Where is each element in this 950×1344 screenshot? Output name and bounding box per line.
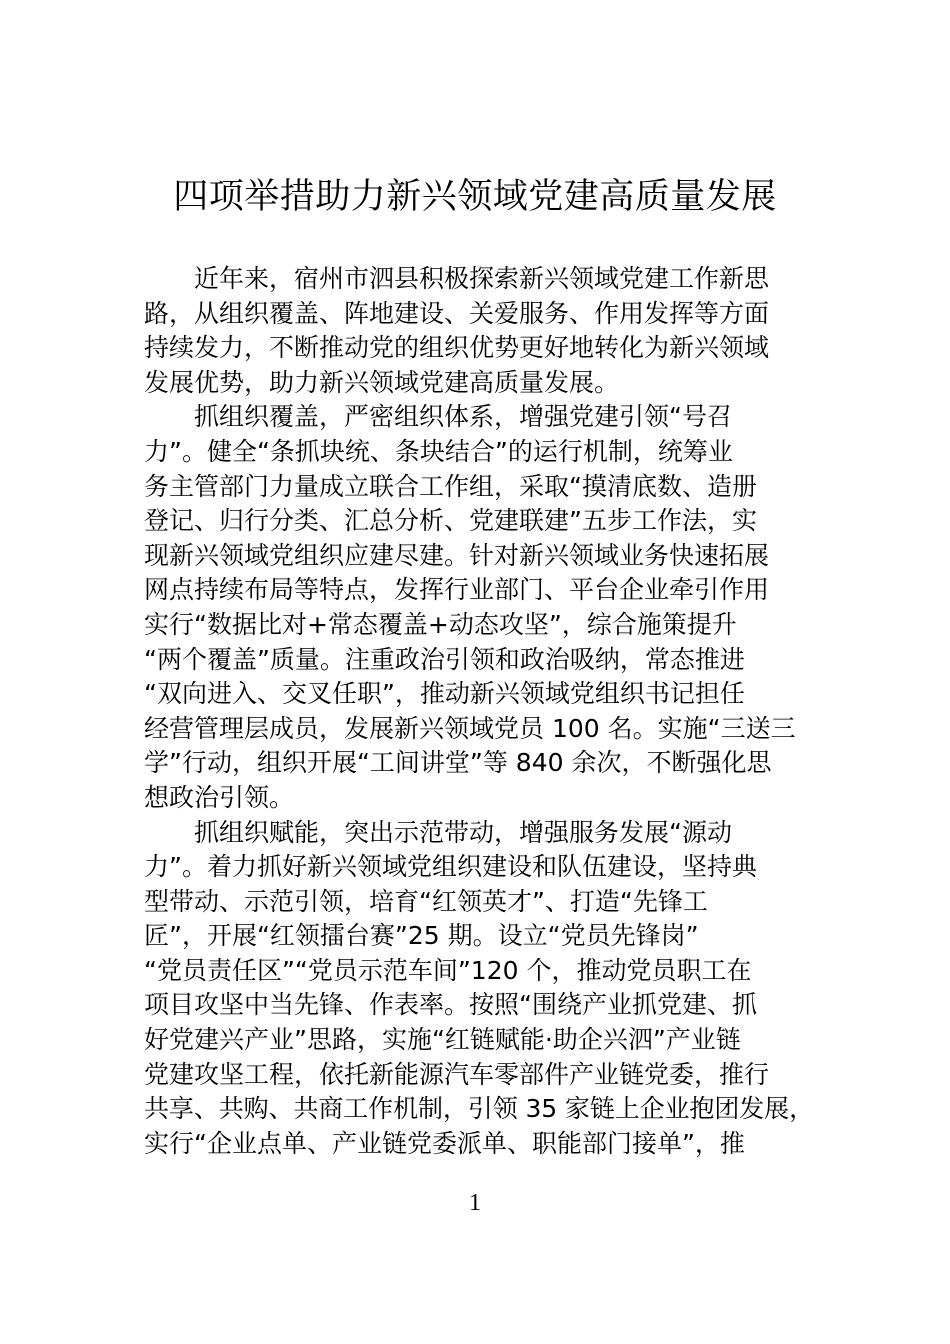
page-number: 1 [469,1190,481,1216]
text-line: 近年来，宿州市泗县积极探索新兴领域党建工作新思 [194,264,770,293]
paragraph-intro [144,262,814,400]
text-line: 共享、共购、共商工作机制，引领 35 家链上企业抱团发展， [144,1094,814,1124]
text-line: “两个覆盖”质量。注重政治引领和政治吸纳，常态推进 [144,644,745,674]
text-line: 项目攻坚中当先锋、作表率。按照“围绕产业抓党建、抓 [144,990,757,1020]
paragraph-organization-empowerment [144,816,814,1162]
text-line: 抓组织赋能，突出示范带动，增强服务发展“源动 [194,817,732,847]
document-title: 四项举措助力新兴领域党建高质量发展 [173,177,777,217]
text-line: 网点持续布局等特点，发挥行业部门、平台企业牵引作用 [144,575,770,605]
text-line: 登记、归行分类、汇总分析、党建联建”五步工作法，实 [144,506,757,536]
text-line: 学”行动，组织开展“工间讲堂”等 840 余次，不断强化思 [144,748,772,778]
text-line: 持续发力，不断推动党的组织优势更好地转化为新兴领域 [144,333,770,363]
text-line: 现新兴领域党组织应建尽建。针对新兴领域业务快速拓展 [144,540,770,570]
text-line: 好党建兴产业”思路，实施“红链赋能·助企兴泗”产业链 [144,1025,741,1055]
text-line: 务主管部门力量成立联合工作组，采取“摸清底数、造册 [144,471,757,501]
text-line: 路，从组织覆盖、阵地建设、关爱服务、作用发挥等方面 [144,298,770,328]
text-line: 实行“数据比对+常态覆盖+动态攻坚”，综合施策提升 [144,609,737,639]
text-line: 想政治引领。 [144,782,295,812]
text-line: 经营管理层成员，发展新兴领域党员 100 名。实施“三送三 [144,713,796,743]
text-line: 匠”，开展“红领擂台赛”25 期。设立“党员先锋岗” [144,921,699,951]
document-body [144,262,814,1161]
text-line: 抓组织覆盖，严密组织体系，增强党建引领“号召 [194,402,732,432]
text-line: “双向进入、交叉任职”，推动新兴领域党组织书记担任 [144,679,745,709]
paragraph-organization-coverage [144,400,814,815]
text-line: 实行“企业点单、产业链党委派单、职能部门接单”，推 [144,1128,745,1158]
text-line: 力”。健全“条抓块统、条块结合”的运行机制，统筹业 [144,436,733,466]
text-line: 力”。着力抓好新兴领域党组织建设和队伍建设，坚持典 [144,852,757,882]
text-line: 党建攻坚工程，依托新能源汽车零部件产业链党委，推行 [144,1059,770,1089]
text-line: 发展优势，助力新兴领域党建高质量发展。 [144,367,620,397]
text-line: 型带动、示范引领，培育“红领英才”、打造“先锋工 [144,886,708,916]
text-line: “党员责任区”“党员示范车间”120 个，推动党员职工在 [144,955,752,985]
